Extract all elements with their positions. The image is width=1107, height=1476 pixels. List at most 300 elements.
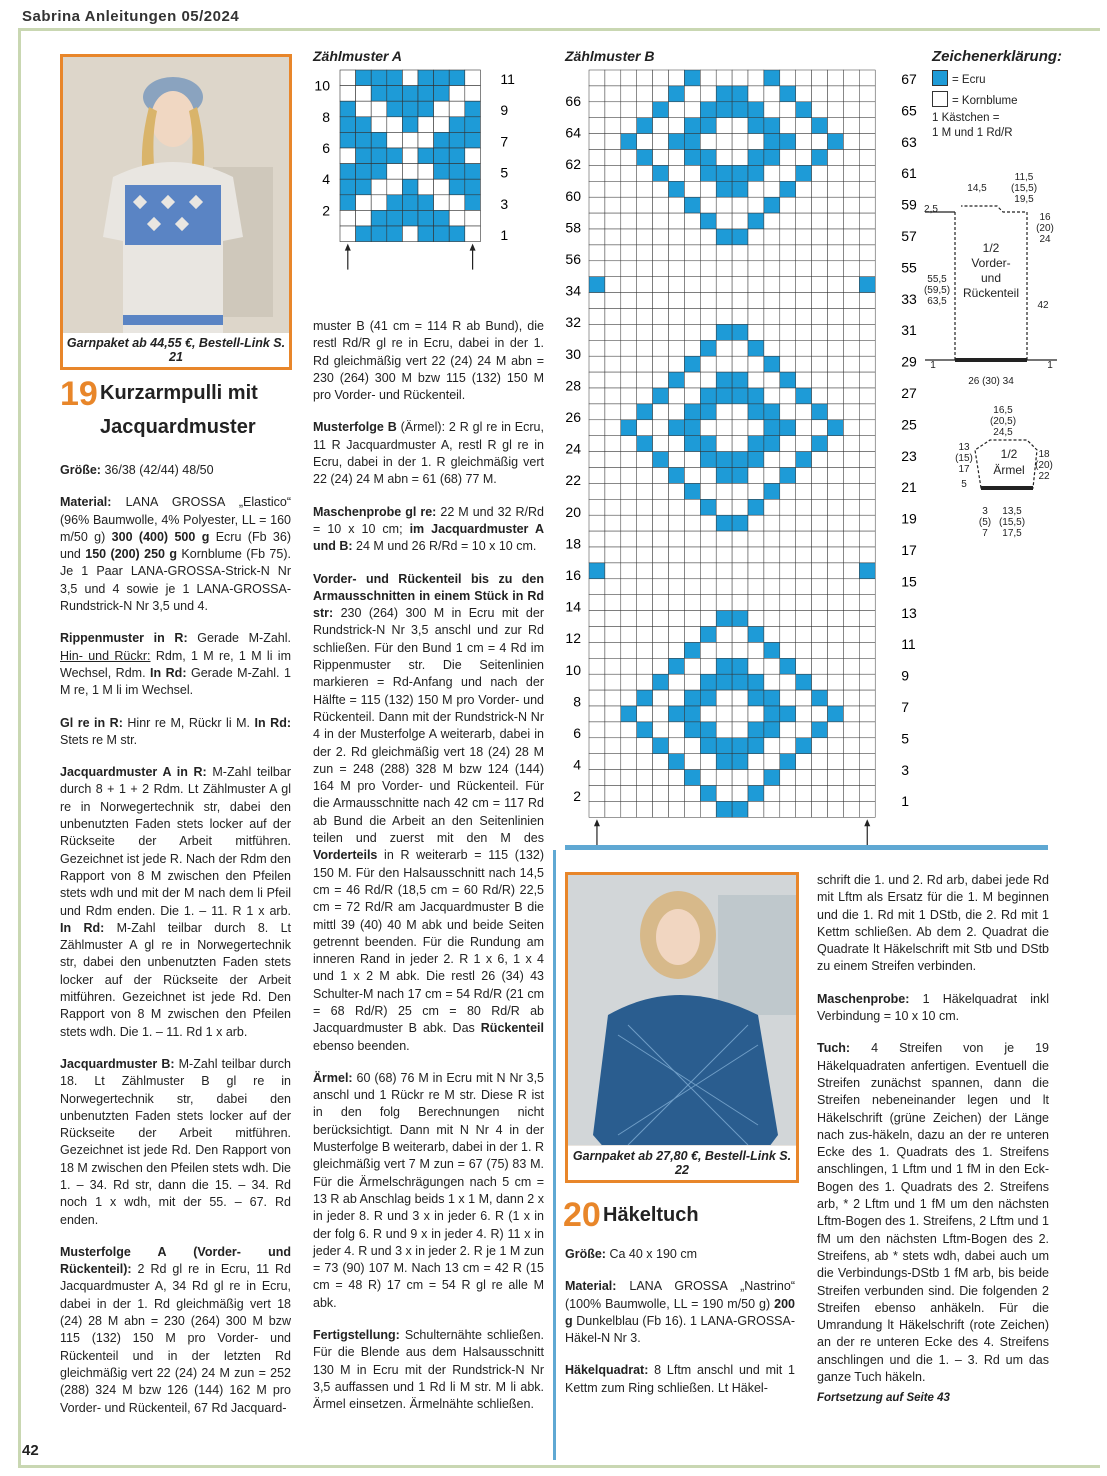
chart-b-cell — [653, 165, 669, 181]
chart-b-cell — [621, 786, 637, 802]
chart-b-cell — [700, 134, 716, 150]
chart-b-cell — [716, 468, 732, 484]
chart-b-cell — [748, 324, 764, 340]
chart-b-cell — [637, 70, 653, 86]
chart-b-cell — [812, 277, 828, 293]
instruction-paragraph: Maschenprobe gl re: 22 M und 32 R/Rd = 10 x 10 cm; im Jacquardmuster A und B: 24 M und 26 R/Rd = 10 x 10 cm. — [313, 504, 544, 554]
chart-b-cell — [748, 754, 764, 770]
chart-b-row-label: 30 — [565, 345, 581, 362]
chart-b-cell — [653, 468, 669, 484]
chart-b-cell — [780, 674, 796, 690]
chart-b-row-label: 24 — [565, 440, 581, 457]
chart-b-cell — [780, 197, 796, 213]
chart-b-cell — [828, 86, 844, 102]
chart-b-cell — [605, 627, 621, 643]
chart-b-cell — [812, 436, 828, 452]
chart-b-cell — [669, 483, 685, 499]
chart-b-cell — [653, 531, 669, 547]
chart-b-cell — [605, 515, 621, 531]
chart-b-cell — [780, 420, 796, 436]
chart-b-cell — [859, 340, 875, 356]
chart-b-cell — [589, 165, 605, 181]
chart-b-cell — [684, 483, 700, 499]
chart-b-cell — [748, 245, 764, 261]
chart-b-cell — [812, 150, 828, 166]
chart-b-cell — [764, 468, 780, 484]
chart-b-cell — [621, 658, 637, 674]
chart-b-cell — [796, 531, 812, 547]
sch-sl-165: 16,5 — [993, 405, 1013, 416]
chart-b-cell — [653, 372, 669, 388]
chart-b-cell — [732, 738, 748, 754]
chart-b-cell — [716, 658, 732, 674]
chart-b-cell — [669, 595, 685, 611]
chart-b-row-label: 34 — [565, 282, 581, 299]
chart-b-cell — [828, 595, 844, 611]
chart-b-cell — [859, 770, 875, 786]
chart-b-cell — [859, 547, 875, 563]
chart-b-cell — [653, 181, 669, 197]
chart-b-cell — [764, 261, 780, 277]
chart-b-cell — [669, 627, 685, 643]
chart-b-cell — [637, 181, 653, 197]
chart-a-cell — [356, 132, 372, 148]
chart-b-cell — [812, 611, 828, 627]
chart-b-cell — [780, 468, 796, 484]
chart-b-cell — [780, 277, 796, 293]
chart-b-cell — [621, 277, 637, 293]
chart-b-cell — [748, 229, 764, 245]
chart-a-cell — [387, 210, 403, 226]
sch-label-3: und — [980, 271, 1002, 285]
chart-b-cell — [605, 86, 621, 102]
chart-b-cell — [684, 102, 700, 118]
chart-b-cell — [605, 277, 621, 293]
chart-a-cell — [387, 86, 403, 102]
chart-b-cell — [700, 86, 716, 102]
chart-b-cell — [732, 420, 748, 436]
chart-b — [555, 62, 915, 842]
chart-b-cell — [637, 690, 653, 706]
chart-b-row-label: 57 — [901, 228, 917, 244]
chart-b-cell — [621, 499, 637, 515]
chart-b-cell — [812, 563, 828, 579]
chart-b-cell — [748, 118, 764, 134]
chart-b-cell — [700, 738, 716, 754]
chart-b-cell — [669, 786, 685, 802]
chart-b-cell — [669, 102, 685, 118]
chart-b-row-label: 3 — [901, 761, 909, 778]
chart-b-cell — [653, 690, 669, 706]
chart-a-cell — [387, 195, 403, 211]
chart-b-cell — [684, 611, 700, 627]
chart-b-row-label: 28 — [565, 377, 581, 394]
chart-b-cell — [828, 229, 844, 245]
chart-b-cell — [637, 245, 653, 261]
chart-b-row-label: 66 — [565, 93, 581, 109]
chart-b-cell — [764, 658, 780, 674]
chart-b-cell — [828, 150, 844, 166]
chart-b-cell — [605, 324, 621, 340]
chart-b-cell — [748, 436, 764, 452]
chart-b-cell — [621, 452, 637, 468]
chart-b-cell — [716, 547, 732, 563]
chart-b-cell — [700, 722, 716, 738]
chart-b-cell — [859, 674, 875, 690]
continued-note: Fortsetzung auf Seite 43 — [817, 1392, 950, 1404]
chart-b-cell — [653, 595, 669, 611]
pattern-title-20: Häkeltuch — [603, 1204, 699, 1226]
chart-b-cell — [859, 277, 875, 293]
chart-b-cell — [764, 786, 780, 802]
chart-b-cell — [764, 801, 780, 817]
chart-a-cell — [371, 70, 387, 86]
chart-b-cell — [621, 324, 637, 340]
chart-b-cell — [796, 388, 812, 404]
chart-b-cell — [843, 134, 859, 150]
legend-title: Zeichenerklärung: — [932, 48, 1063, 65]
chart-a-cell — [371, 210, 387, 226]
chart-b-cell — [621, 420, 637, 436]
chart-b-cell — [669, 229, 685, 245]
chart-b-cell — [764, 436, 780, 452]
chart-b-cell — [843, 118, 859, 134]
chart-b-cell — [764, 340, 780, 356]
chart-b-cell — [732, 642, 748, 658]
chart-b-cell — [843, 86, 859, 102]
chart-b-cell — [605, 436, 621, 452]
chart-b-cell — [780, 134, 796, 150]
chart-b-cell — [843, 388, 859, 404]
chart-b-cell — [653, 579, 669, 595]
chart-b-cell — [669, 642, 685, 658]
chart-b-cell — [589, 611, 605, 627]
chart-a-row-label: 5 — [500, 164, 509, 181]
chart-b-cell — [637, 658, 653, 674]
chart-b-cell — [843, 245, 859, 261]
chart-b-cell — [589, 213, 605, 229]
chart-b-cell — [700, 261, 716, 277]
chart-b-cell — [605, 770, 621, 786]
chart-b-cell — [780, 706, 796, 722]
chart-a-cell — [340, 195, 356, 211]
chart-a-row-label: 10 — [314, 77, 330, 94]
chart-b-cell — [700, 165, 716, 181]
chart-b-cell — [780, 801, 796, 817]
chart-b-cell — [653, 420, 669, 436]
chart-b-cell — [780, 579, 796, 595]
sch-sl-13: 13 — [958, 442, 970, 453]
chart-b-cell — [669, 150, 685, 166]
chart-b-cell — [653, 642, 669, 658]
chart-b-cell — [859, 86, 875, 102]
chart-b-cell — [843, 102, 859, 118]
chart-a-row-label: 11 — [500, 71, 515, 87]
chart-b-cell — [828, 547, 844, 563]
chart-b-cell — [605, 134, 621, 150]
chart-a-cell — [387, 101, 403, 117]
chart-b-cell — [843, 579, 859, 595]
chart-b-cell — [621, 118, 637, 134]
chart-a-cell — [449, 195, 465, 211]
chart-b-cell — [859, 324, 875, 340]
legend-box-note-1: 1 Kästchen = — [932, 112, 1000, 124]
sch-sl-15: (15) — [955, 453, 973, 464]
chart-b-cell — [716, 690, 732, 706]
chart-b-cell — [621, 181, 637, 197]
chart-b-cell — [732, 690, 748, 706]
chart-b-cell — [812, 722, 828, 738]
chart-b-cell — [828, 404, 844, 420]
chart-a-cell — [402, 132, 418, 148]
chart-b-cell — [796, 579, 812, 595]
chart-a-title: Zählmuster A — [313, 48, 402, 64]
chart-b-cell — [589, 658, 605, 674]
chart-b-cell — [716, 483, 732, 499]
chart-b-cell — [812, 690, 828, 706]
chart-b-cell — [859, 563, 875, 579]
chart-b-row-label: 65 — [901, 102, 917, 119]
chart-b-cell — [605, 499, 621, 515]
chart-b-cell — [621, 722, 637, 738]
sch-left-25: 2,5 — [924, 204, 938, 215]
chart-b-cell — [589, 515, 605, 531]
chart-b-row-label: 67 — [901, 71, 917, 87]
chart-b-cell — [637, 738, 653, 754]
chart-a-cell — [434, 86, 450, 102]
legend-kornblume-row — [932, 91, 1092, 109]
chart-b-cell — [605, 690, 621, 706]
chart-b-cell — [859, 70, 875, 86]
sch-bottom-width: 26 (30) 34 — [968, 376, 1014, 387]
chart-b-cell — [716, 372, 732, 388]
chart-b-cell — [684, 658, 700, 674]
sch-right-20: (20) — [1036, 223, 1054, 234]
chart-b-cell — [589, 86, 605, 102]
pattern-title-line1: Kurzarmpulli mit — [100, 382, 258, 404]
chart-b-cell — [605, 531, 621, 547]
chart-b-cell — [653, 738, 669, 754]
chart-b-cell — [605, 642, 621, 658]
chart-a-cell — [340, 226, 356, 242]
chart-b-cell — [621, 770, 637, 786]
chart-b-cell — [796, 515, 812, 531]
chart-b-cell — [780, 690, 796, 706]
chart-b-cell — [684, 181, 700, 197]
chart-b-cell — [653, 515, 669, 531]
chart-b-cell — [605, 579, 621, 595]
chart-b-cell — [843, 197, 859, 213]
chart-b-cell — [843, 483, 859, 499]
chart-b-cell — [859, 690, 875, 706]
shawl-photo — [565, 872, 799, 1183]
chart-b-cell — [764, 229, 780, 245]
chart-b-cell — [621, 261, 637, 277]
instruction-paragraph: Maschenprobe: 1 Häkelquadrat inkl Verbindung = 10 x 10 cm. — [817, 991, 1049, 1024]
chart-b-cell — [621, 213, 637, 229]
chart-b-cell — [748, 770, 764, 786]
chart-b-cell — [748, 452, 764, 468]
chart-b-cell — [843, 261, 859, 277]
chart-b-cell — [732, 786, 748, 802]
chart-b-cell — [859, 181, 875, 197]
chart-b-cell — [653, 388, 669, 404]
chart-a-cell — [465, 148, 481, 164]
chart-b-cell — [700, 547, 716, 563]
chart-b-cell — [637, 229, 653, 245]
instruction-paragraph: Größe: Ca 40 x 190 cm — [565, 1247, 697, 1261]
chart-b-cell — [748, 261, 764, 277]
chart-a-cell — [465, 117, 481, 133]
chart-b-cell — [700, 197, 716, 213]
chart-b-cell — [669, 547, 685, 563]
chart-b-cell — [716, 165, 732, 181]
chart-b-cell — [589, 499, 605, 515]
chart-b-cell — [716, 674, 732, 690]
chart-b-cell — [732, 658, 748, 674]
chart-b-cell — [780, 627, 796, 643]
chart-b-cell — [843, 801, 859, 817]
chart-b-cell — [859, 229, 875, 245]
chart-b-cell — [859, 531, 875, 547]
chart-b-cell — [843, 309, 859, 325]
chart-b-cell — [828, 245, 844, 261]
chart-b-cell — [780, 531, 796, 547]
chart-b-cell — [684, 754, 700, 770]
chart-b-cell — [796, 293, 812, 309]
chart-b-cell — [605, 388, 621, 404]
chart-b-cell — [669, 658, 685, 674]
chart-b-cell — [732, 770, 748, 786]
chart-b-row-label: 19 — [901, 510, 917, 527]
chart-b-cell — [653, 611, 669, 627]
chart-b-cell — [748, 134, 764, 150]
chart-b-cell — [859, 165, 875, 181]
chart-b-cell — [843, 627, 859, 643]
chart-b-cell — [732, 515, 748, 531]
chart-b-cell — [716, 118, 732, 134]
chart-b-cell — [669, 531, 685, 547]
chart-b-cell — [653, 786, 669, 802]
chart-a-cell — [434, 164, 450, 180]
chart-a-cell — [449, 226, 465, 242]
chart-b-cell — [732, 372, 748, 388]
chart-b-cell — [843, 611, 859, 627]
chart-b-cell — [669, 515, 685, 531]
chart-b-cell — [796, 324, 812, 340]
chart-b-cell — [748, 309, 764, 325]
chart-b-cell — [780, 86, 796, 102]
chart-b-cell — [621, 706, 637, 722]
chart-b-cell — [669, 86, 685, 102]
chart-b-cell — [684, 627, 700, 643]
chart-b-cell — [828, 611, 844, 627]
chart-b-cell — [669, 70, 685, 86]
chart-b-cell — [589, 547, 605, 563]
chart-a-cell — [402, 86, 418, 102]
chart-b-row-label: 15 — [901, 573, 917, 590]
chart-b-cell — [700, 579, 716, 595]
chart-b-cell — [605, 674, 621, 690]
chart-b-cell — [780, 452, 796, 468]
chart-b-cell — [764, 770, 780, 786]
chart-b-cell — [732, 801, 748, 817]
chart-b-cell — [748, 547, 764, 563]
chart-b-cell — [589, 452, 605, 468]
chart-b-cell — [637, 611, 653, 627]
chart-a-cell — [449, 70, 465, 86]
chart-a-cell — [402, 148, 418, 164]
chart-b-cell — [637, 722, 653, 738]
chart-b-cell — [716, 801, 732, 817]
chart-b-cell — [764, 499, 780, 515]
chart-b-cell — [700, 595, 716, 611]
chart-b-cell — [796, 642, 812, 658]
chart-a-cell — [418, 101, 434, 117]
chart-b-cell — [796, 102, 812, 118]
chart-b-cell — [716, 245, 732, 261]
chart-b-cell — [653, 499, 669, 515]
chart-b-cell — [859, 642, 875, 658]
chart-b-cell — [637, 595, 653, 611]
chart-a-cell — [402, 164, 418, 180]
chart-b-cell — [780, 563, 796, 579]
chart-a-cell — [434, 148, 450, 164]
chart-b-cell — [828, 165, 844, 181]
chart-b-cell — [637, 754, 653, 770]
chart-b-cell — [843, 531, 859, 547]
chart-b-cell — [605, 356, 621, 372]
chart-b-cell — [621, 595, 637, 611]
chart-b-cell — [589, 642, 605, 658]
chart-b-cell — [684, 324, 700, 340]
chart-b-cell — [621, 436, 637, 452]
chart-b-row-label: 4 — [573, 756, 581, 773]
chart-b-cell — [748, 483, 764, 499]
chart-b-cell — [859, 722, 875, 738]
chart-b-cell — [812, 801, 828, 817]
chart-b-cell — [589, 563, 605, 579]
chart-b-cell — [637, 627, 653, 643]
pattern-title-line2: Jacquardmuster — [100, 416, 256, 438]
chart-b-cell — [843, 165, 859, 181]
chart-b-cell — [605, 595, 621, 611]
chart-b-cell — [653, 436, 669, 452]
chart-b-cell — [589, 738, 605, 754]
chart-b-cell — [748, 563, 764, 579]
chart-b-cell — [605, 404, 621, 420]
chart-b-cell — [605, 483, 621, 499]
chart-b-cell — [605, 213, 621, 229]
chart-b-cell — [605, 706, 621, 722]
sch-sl-135: 13,5 — [1002, 506, 1022, 517]
chart-b-cell — [764, 595, 780, 611]
chart-b-cell — [605, 738, 621, 754]
chart-b-cell — [700, 801, 716, 817]
chart-b-cell — [764, 404, 780, 420]
chart-b-cell — [796, 181, 812, 197]
sch-sl-155: (15,5) — [998, 517, 1026, 528]
chart-b-cell — [828, 483, 844, 499]
chart-b-cell — [859, 483, 875, 499]
chart-b-cell — [653, 706, 669, 722]
chart-a-cell — [402, 70, 418, 86]
chart-b-cell — [812, 642, 828, 658]
chart-b-cell — [669, 436, 685, 452]
chart-a-cell — [434, 195, 450, 211]
chart-b-cell — [748, 786, 764, 802]
chart-b-cell — [621, 134, 637, 150]
